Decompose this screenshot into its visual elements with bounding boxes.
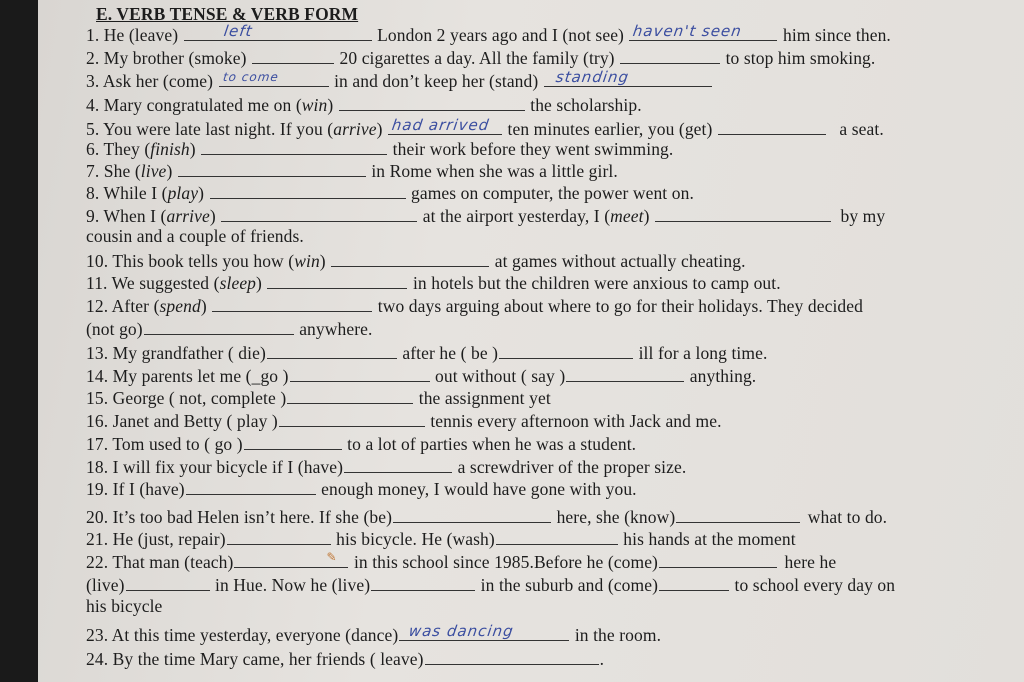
answer-blank-14b[interactable] [566,365,684,382]
answer-blank-2a[interactable] [252,47,334,64]
question-12-continued: (not go) anywhere. [86,319,373,339]
question-14: 14. My parents let me (_go ) out without ( say ) anything. [86,366,757,386]
answer-blank-18[interactable] [344,456,452,473]
question-23: 23. At this time yesterday, everyone (dance) was dancing in the room. [86,622,662,645]
answer-blank-13a[interactable] [267,342,397,359]
question-13: 13. My grandfather ( die) after he ( be ) ill for a long time. [86,343,768,363]
answer-blank-20a[interactable] [393,506,551,523]
handwritten-answer: standing [554,68,631,86]
answer-blank-22e[interactable] [659,574,729,591]
handwritten-answer: haven't seen [632,22,744,40]
question-4: 4. Mary congratulated me on (win) the scholarship. [86,95,642,115]
answer-blank-3b[interactable] [544,70,712,87]
answer-blank-3a[interactable] [219,70,329,87]
answer-blank-19[interactable] [186,478,316,495]
answer-blank-14a[interactable] [290,365,430,382]
answer-blank-12a[interactable] [212,295,372,312]
answer-blank-15[interactable] [287,387,413,404]
handwritten-answer: was dancing [408,622,516,640]
answer-blank-9a[interactable] [221,205,417,222]
answer-blank-10[interactable] [331,250,489,267]
question-22-continued: (live) in Hue. Now he (live) in the suburb and (come) to school every day on [86,575,896,595]
answer-blank-8[interactable] [210,182,406,199]
question-2: 2. My brother (smoke) 20 cigarettes a day. All the family (try) to stop him smoking. [86,48,876,68]
question-9-continued: cousin and a couple of friends. [86,226,304,246]
answer-blank-9b[interactable] [655,205,831,222]
answer-blank-11[interactable] [267,272,407,289]
answer-blank-16[interactable] [279,410,425,427]
question-22-end: his bicycle [86,596,163,616]
question-10: 10. This book tells you how (win) at games without actually cheating. [86,251,746,271]
answer-blank-13b[interactable] [499,342,633,359]
question-5: 5. You were late last night. If you (arrive) had arrived ten minutes earlier, you (get) a seat. [86,116,884,139]
question-7: 7. She (live) in Rome when she was a little girl. [86,161,618,181]
answer-blank-21b[interactable] [496,528,618,545]
answer-blank-12b[interactable] [144,318,294,335]
answer-blank-5a[interactable] [388,118,502,135]
pencil-mark-icon: ✎ [326,550,337,564]
question-15: 15. George ( not, complete ) the assignment yet [86,388,551,408]
answer-blank-7[interactable] [178,160,366,177]
question-6: 6. They (finish) their work before they went swimming. [86,139,674,159]
answer-blank-17[interactable] [244,433,342,450]
answer-blank-21a[interactable] [227,528,331,545]
section-heading: E. VERB TENSE & VERB FORM [96,4,359,24]
question-18: 18. I will fix your bicycle if I (have) a screwdriver of the proper size. [86,457,687,477]
answer-blank-22d[interactable] [371,574,475,591]
answer-blank-22c[interactable] [126,574,210,591]
worksheet-page [38,0,1024,682]
handwritten-answer: had arrived [390,116,491,134]
question-12: 12. After (spend) two days arguing about where to go for their holidays. They decided [86,296,863,316]
question-11: 11. We suggested (sleep) in hotels but the children were anxious to camp out. [86,273,781,293]
question-16: 16. Janet and Betty ( play ) tennis every afternoon with Jack and me. [86,411,722,431]
answer-blank-1a[interactable] [184,24,372,41]
handwritten-answer: left [222,22,254,40]
answer-blank-2b[interactable] [620,47,720,64]
answer-blank-20b[interactable] [676,506,800,523]
answer-blank-22b[interactable] [659,551,777,568]
question-8: 8. While I (play) games on computer, the power went on. [86,183,694,203]
handwritten-answer: to come [221,70,280,84]
answer-blank-1b[interactable] [629,24,777,41]
question-9: 9. When I (arrive) at the airport yesterday, I (meet) by my [86,206,886,226]
question-1: 1. He (leave) left London 2 years ago and I (not see) haven't seen him since then. [86,22,891,45]
question-19: 19. If I (have) enough money, I would have gone with you. [86,479,637,499]
question-21: 21. He (just, repair) his bicycle. He (wash) his hands at the moment [86,529,796,549]
answer-blank-23[interactable] [399,624,569,641]
question-20: 20. It’s too bad Helen isn’t here. If she (be) here, she (know) what to do. [86,507,888,527]
answer-blank-4[interactable] [339,94,525,111]
question-17: 17. Tom used to ( go ) to a lot of parties when he was a student. [86,434,637,454]
answer-blank-5b[interactable] [718,118,826,135]
question-22: 22. That man (teach) ✎ in this school since 1985.Before he (come) here he [86,551,836,572]
answer-blank-6[interactable] [201,138,387,155]
question-24: 24. By the time Mary came, her friends ( leave) . [86,649,605,669]
question-3: 3. Ask her (come) to come in and don’t keep her (stand) standing [86,70,713,91]
answer-blank-22a[interactable] [234,551,348,568]
answer-blank-24[interactable] [425,648,599,665]
